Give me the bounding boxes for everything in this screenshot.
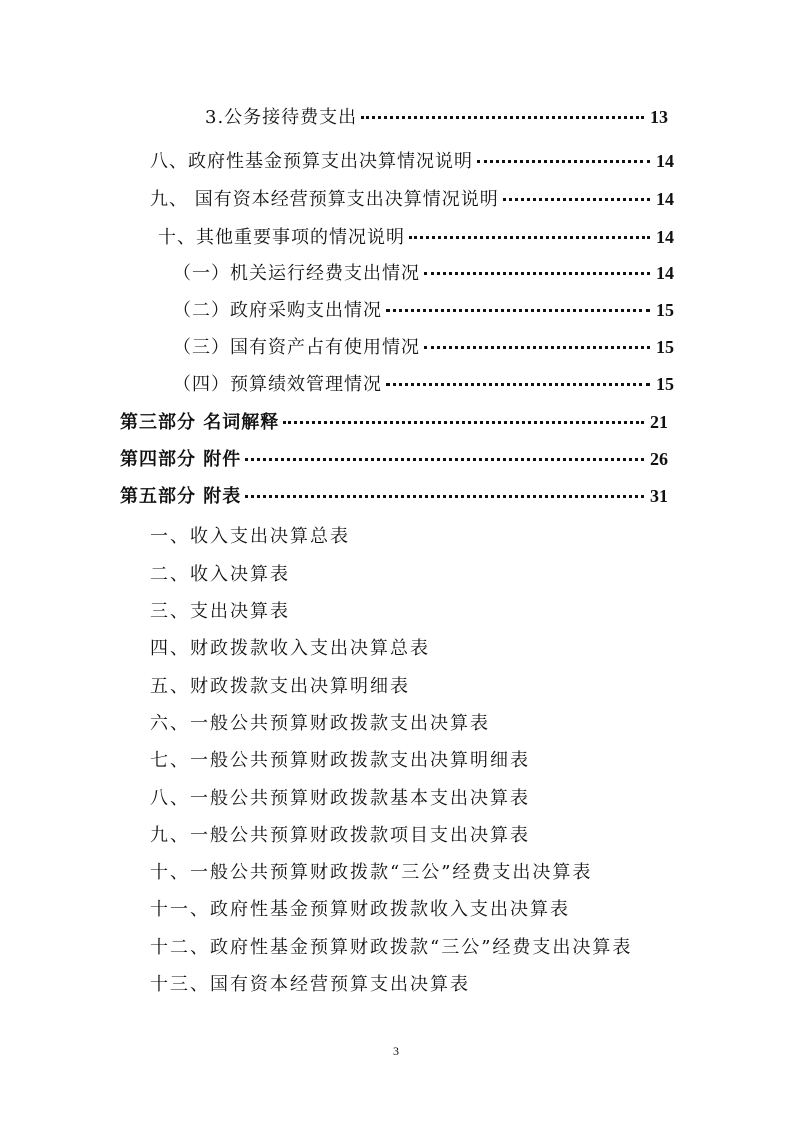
toc-entry-page: 14 xyxy=(656,151,674,171)
toc-entry-page: 21 xyxy=(650,412,668,432)
dot-leader xyxy=(361,116,644,119)
toc-entry-title: （三）国有资产占有使用情况 xyxy=(173,337,420,358)
toc-entry[interactable] xyxy=(205,103,668,133)
toc-entry-page: 15 xyxy=(656,300,674,320)
toc-entry-title: （四）预算绩效管理情况 xyxy=(173,374,382,395)
appendix-table-item: 五、财政拨款支出决算明细表 xyxy=(150,676,410,697)
toc-entry[interactable] xyxy=(173,370,674,400)
toc-entry-part[interactable] xyxy=(120,408,668,438)
page-number: 3 xyxy=(393,1044,399,1058)
toc-entry[interactable] xyxy=(173,296,674,326)
toc-entry-page: 13 xyxy=(650,107,668,127)
appendix-table-item: 六、一般公共预算财政拨款支出决算表 xyxy=(150,713,490,734)
toc-entry-page: 14 xyxy=(656,263,674,283)
toc-entry-part[interactable] xyxy=(120,445,668,475)
appendix-table-item: 四、财政拨款收入支出决算总表 xyxy=(150,638,430,659)
appendix-table-item: 七、一般公共预算财政拨款支出决算明细表 xyxy=(150,750,530,771)
appendix-table-item: 十二、政府性基金预算财政拨款“三公”经费支出决算表 xyxy=(150,937,633,958)
toc-entry-title: 九、 国有资本经营预算支出决算情况说明 xyxy=(150,189,499,210)
dot-leader xyxy=(503,198,650,201)
toc-entry-title: 第三部分 名词解释 xyxy=(120,412,280,433)
dot-leader xyxy=(477,160,650,163)
toc-entry-title: （二）政府采购支出情况 xyxy=(173,300,382,321)
dot-leader xyxy=(283,421,644,424)
appendix-table-item: 十一、政府性基金预算财政拨款收入支出决算表 xyxy=(150,899,570,920)
dot-leader xyxy=(424,272,650,275)
appendix-table-item: 十、一般公共预算财政拨款“三公”经费支出决算表 xyxy=(150,862,593,883)
appendix-table-item: 三、支出决算表 xyxy=(150,601,290,622)
toc-entry[interactable] xyxy=(173,259,674,289)
toc-entry[interactable] xyxy=(150,185,674,215)
dot-leader xyxy=(386,309,650,312)
toc-entry-part[interactable] xyxy=(120,482,668,512)
toc-entry-title: 第五部分 附表 xyxy=(120,486,242,507)
toc-entry-page: 14 xyxy=(656,189,674,209)
toc-entry-page: 31 xyxy=(650,486,668,506)
appendix-table-item: 八、一般公共预算财政拨款基本支出决算表 xyxy=(150,788,530,809)
toc-entry-page: 15 xyxy=(656,374,674,394)
toc-entry-title: 十、其他重要事项的情况说明 xyxy=(158,227,405,248)
toc-entry-page: 26 xyxy=(650,449,668,469)
dot-leader xyxy=(245,495,644,498)
toc-entry-title: （一）机关运行经费支出情况 xyxy=(173,263,420,284)
dot-leader xyxy=(409,236,650,239)
dot-leader xyxy=(424,346,650,349)
toc-entry-title: 第四部分 附件 xyxy=(120,449,242,470)
appendix-table-item: 二、收入决算表 xyxy=(150,564,290,585)
dot-leader xyxy=(386,383,650,386)
dot-leader xyxy=(245,458,644,461)
toc-entry-page: 15 xyxy=(656,337,674,357)
toc-entry-title: 八、政府性基金预算支出决算情况说明 xyxy=(150,151,473,172)
appendix-table-item: 一、收入支出决算总表 xyxy=(150,526,350,547)
appendix-table-item: 十三、国有资本经营预算支出决算表 xyxy=(150,974,470,995)
toc-entry-page: 14 xyxy=(656,227,674,247)
appendix-table-item: 九、一般公共预算财政拨款项目支出决算表 xyxy=(150,825,530,846)
toc-entry[interactable] xyxy=(158,223,674,253)
toc-entry[interactable] xyxy=(173,333,674,363)
toc-entry[interactable] xyxy=(150,147,674,177)
toc-entry-title: 3.公务接待费支出 xyxy=(205,107,358,128)
